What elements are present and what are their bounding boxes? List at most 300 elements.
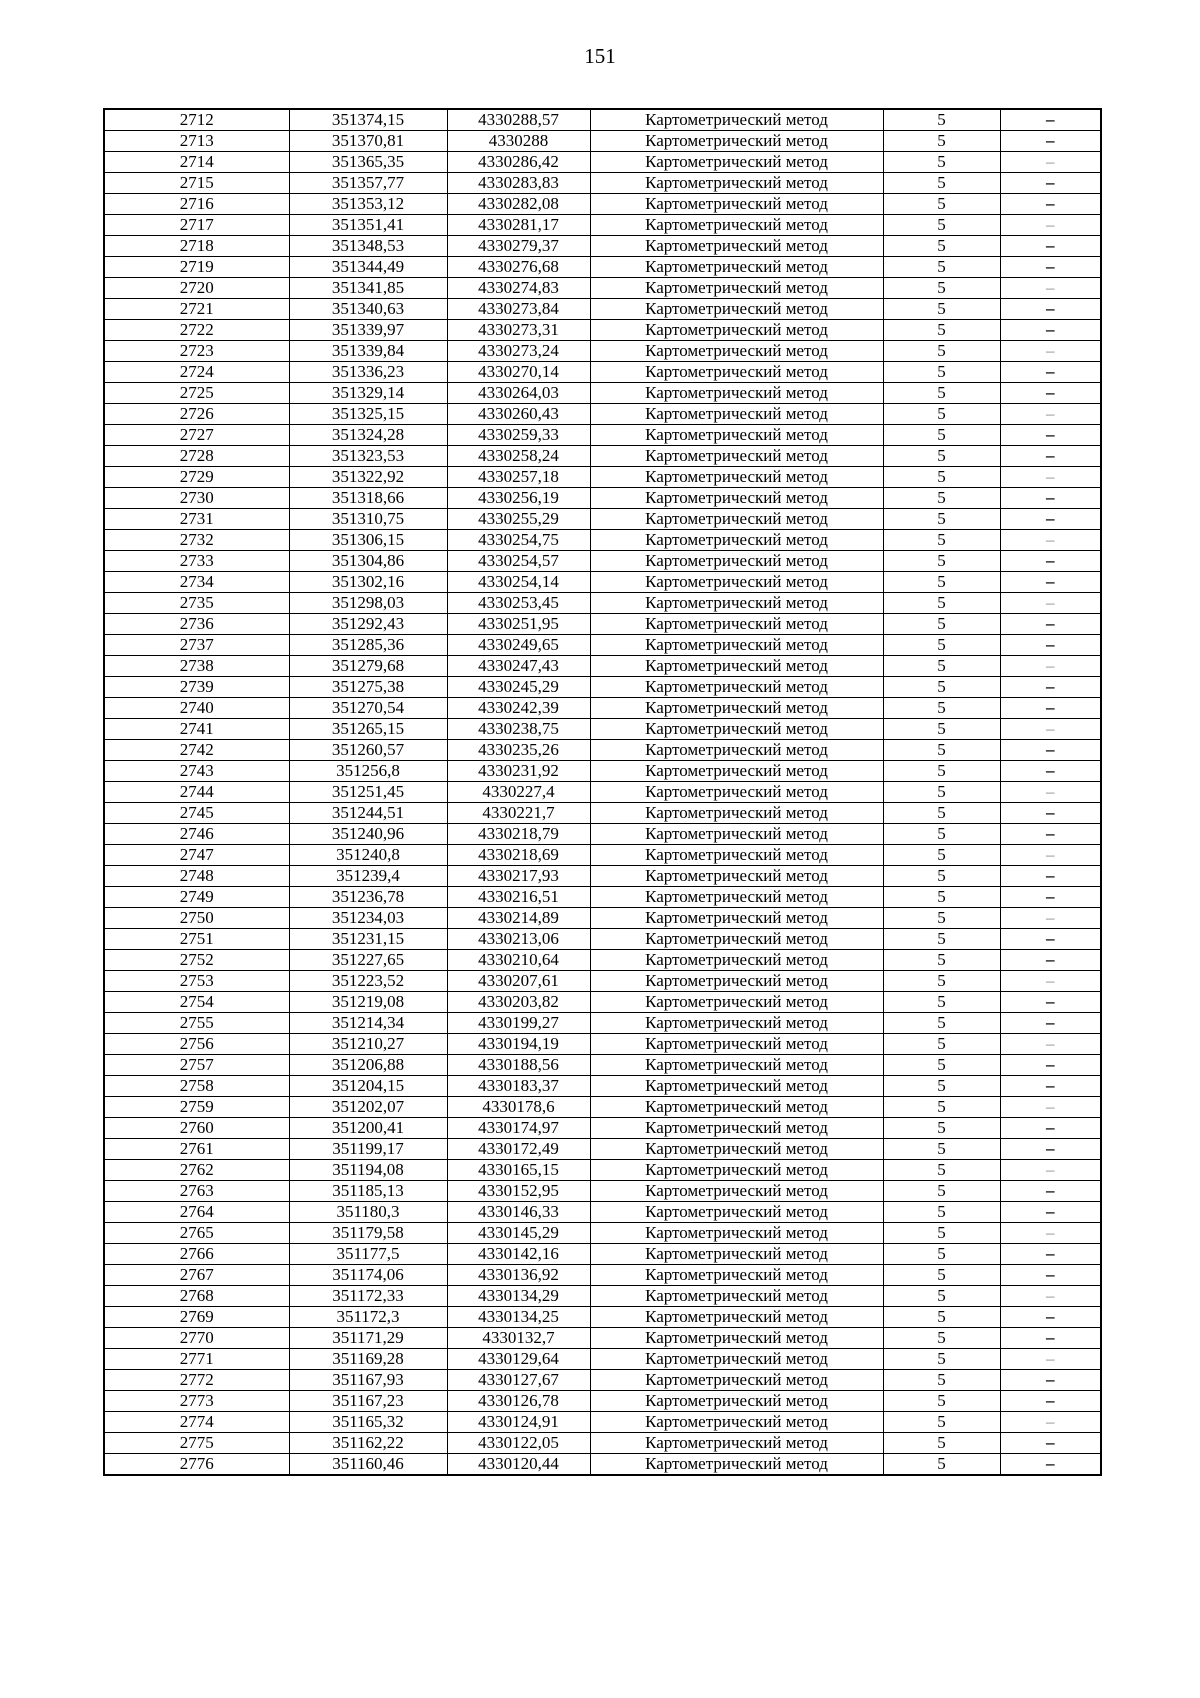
table-row	[104, 1412, 1101, 1433]
y-coordinate-cell: 4330276,68	[447, 257, 590, 278]
x-coordinate-cell: 351219,08	[289, 992, 447, 1013]
table-row	[104, 1223, 1101, 1244]
y-coordinate-cell: 4330165,15	[447, 1160, 590, 1181]
table-row	[104, 257, 1101, 278]
table-row	[104, 404, 1101, 425]
point-number-cell: 2719	[104, 257, 289, 278]
x-coordinate-cell: 351172,33	[289, 1286, 447, 1307]
x-coordinate-cell: 351322,92	[289, 467, 447, 488]
description-cell: –	[1000, 824, 1101, 845]
table-row	[104, 1181, 1101, 1202]
point-number-cell: 2738	[104, 656, 289, 677]
x-coordinate-cell: 351310,75	[289, 509, 447, 530]
point-number-cell: 2759	[104, 1097, 289, 1118]
accuracy-cell: 5	[883, 488, 1000, 509]
y-coordinate-cell: 4330286,42	[447, 152, 590, 173]
description-cell: –	[1000, 131, 1101, 152]
x-coordinate-cell: 351306,15	[289, 530, 447, 551]
point-number-cell: 2737	[104, 635, 289, 656]
table-row	[104, 215, 1101, 236]
description-cell: –	[1000, 1202, 1101, 1223]
accuracy-cell: 5	[883, 1139, 1000, 1160]
point-number-cell: 2756	[104, 1034, 289, 1055]
table-row	[104, 1013, 1101, 1034]
accuracy-cell: 5	[883, 362, 1000, 383]
x-coordinate-cell: 351174,06	[289, 1265, 447, 1286]
table-row	[104, 362, 1101, 383]
method-cell: Картометрический метод	[590, 131, 883, 152]
accuracy-cell: 5	[883, 1433, 1000, 1454]
description-cell: –	[1000, 215, 1101, 236]
point-number-cell: 2766	[104, 1244, 289, 1265]
method-cell: Картометрический метод	[590, 362, 883, 383]
method-cell: Картометрический метод	[590, 299, 883, 320]
point-number-cell: 2727	[104, 425, 289, 446]
y-coordinate-cell: 4330216,51	[447, 887, 590, 908]
y-coordinate-cell: 4330124,91	[447, 1412, 590, 1433]
point-number-cell: 2765	[104, 1223, 289, 1244]
y-coordinate-cell: 4330273,24	[447, 341, 590, 362]
method-cell: Картометрический метод	[590, 1202, 883, 1223]
point-number-cell: 2762	[104, 1160, 289, 1181]
method-cell: Картометрический метод	[590, 194, 883, 215]
accuracy-cell: 5	[883, 740, 1000, 761]
method-cell: Картометрический метод	[590, 278, 883, 299]
x-coordinate-cell: 351374,15	[289, 109, 447, 131]
accuracy-cell: 5	[883, 215, 1000, 236]
accuracy-cell: 5	[883, 278, 1000, 299]
method-cell: Картометрический метод	[590, 488, 883, 509]
table-row	[104, 446, 1101, 467]
point-number-cell: 2714	[104, 152, 289, 173]
description-cell: –	[1000, 1139, 1101, 1160]
accuracy-cell: 5	[883, 677, 1000, 698]
point-number-cell: 2776	[104, 1454, 289, 1476]
accuracy-cell: 5	[883, 614, 1000, 635]
description-cell: –	[1000, 1349, 1101, 1370]
point-number-cell: 2725	[104, 383, 289, 404]
y-coordinate-cell: 4330254,75	[447, 530, 590, 551]
description-cell: –	[1000, 152, 1101, 173]
x-coordinate-cell: 351341,85	[289, 278, 447, 299]
table-row	[104, 1286, 1101, 1307]
x-coordinate-cell: 351210,27	[289, 1034, 447, 1055]
method-cell: Картометрический метод	[590, 950, 883, 971]
y-coordinate-cell: 4330132,7	[447, 1328, 590, 1349]
description-cell: –	[1000, 488, 1101, 509]
point-number-cell: 2730	[104, 488, 289, 509]
description-cell: –	[1000, 1160, 1101, 1181]
accuracy-cell: 5	[883, 1223, 1000, 1244]
method-cell: Картометрический метод	[590, 257, 883, 278]
point-number-cell: 2739	[104, 677, 289, 698]
table-row	[104, 719, 1101, 740]
y-coordinate-cell: 4330136,92	[447, 1265, 590, 1286]
description-cell: –	[1000, 677, 1101, 698]
table-row	[104, 299, 1101, 320]
x-coordinate-cell: 351234,03	[289, 908, 447, 929]
method-cell: Картометрический метод	[590, 1160, 883, 1181]
x-coordinate-cell: 351292,43	[289, 614, 447, 635]
accuracy-cell: 5	[883, 404, 1000, 425]
description-cell: –	[1000, 1286, 1101, 1307]
description-cell: –	[1000, 593, 1101, 614]
description-cell: –	[1000, 929, 1101, 950]
x-coordinate-cell: 351199,17	[289, 1139, 447, 1160]
description-cell: –	[1000, 887, 1101, 908]
accuracy-cell: 5	[883, 257, 1000, 278]
y-coordinate-cell: 4330253,45	[447, 593, 590, 614]
table-row	[104, 677, 1101, 698]
accuracy-cell: 5	[883, 1118, 1000, 1139]
table-row	[104, 698, 1101, 719]
x-coordinate-cell: 351204,15	[289, 1076, 447, 1097]
point-number-cell: 2753	[104, 971, 289, 992]
accuracy-cell: 5	[883, 341, 1000, 362]
description-cell: –	[1000, 1223, 1101, 1244]
method-cell: Картометрический метод	[590, 509, 883, 530]
accuracy-cell: 5	[883, 1055, 1000, 1076]
method-cell: Картометрический метод	[590, 1265, 883, 1286]
x-coordinate-cell: 351329,14	[289, 383, 447, 404]
x-coordinate-cell: 351324,28	[289, 425, 447, 446]
x-coordinate-cell: 351339,84	[289, 341, 447, 362]
method-cell: Картометрический метод	[590, 1391, 883, 1412]
accuracy-cell: 5	[883, 971, 1000, 992]
x-coordinate-cell: 351180,3	[289, 1202, 447, 1223]
description-cell: –	[1000, 1307, 1101, 1328]
method-cell: Картометрический метод	[590, 1223, 883, 1244]
description-cell: –	[1000, 236, 1101, 257]
y-coordinate-cell: 4330188,56	[447, 1055, 590, 1076]
point-number-cell: 2761	[104, 1139, 289, 1160]
method-cell: Картометрический метод	[590, 845, 883, 866]
description-cell: –	[1000, 299, 1101, 320]
method-cell: Картометрический метод	[590, 425, 883, 446]
description-cell: –	[1000, 950, 1101, 971]
y-coordinate-cell: 4330254,14	[447, 572, 590, 593]
x-coordinate-cell: 351279,68	[289, 656, 447, 677]
page-number: 151	[584, 44, 616, 68]
table-row	[104, 152, 1101, 173]
accuracy-cell: 5	[883, 1454, 1000, 1476]
accuracy-cell: 5	[883, 782, 1000, 803]
table-row	[104, 1328, 1101, 1349]
x-coordinate-cell: 351240,8	[289, 845, 447, 866]
x-coordinate-cell: 351239,4	[289, 866, 447, 887]
y-coordinate-cell: 4330218,79	[447, 824, 590, 845]
y-coordinate-cell: 4330152,95	[447, 1181, 590, 1202]
method-cell: Картометрический метод	[590, 698, 883, 719]
y-coordinate-cell: 4330245,29	[447, 677, 590, 698]
description-cell: –	[1000, 572, 1101, 593]
x-coordinate-cell: 351270,54	[289, 698, 447, 719]
description-cell: –	[1000, 194, 1101, 215]
method-cell: Картометрический метод	[590, 152, 883, 173]
accuracy-cell: 5	[883, 1391, 1000, 1412]
accuracy-cell: 5	[883, 593, 1000, 614]
y-coordinate-cell: 4330238,75	[447, 719, 590, 740]
y-coordinate-cell: 4330288,57	[447, 109, 590, 131]
table-row	[104, 194, 1101, 215]
accuracy-cell: 5	[883, 236, 1000, 257]
x-coordinate-cell: 351251,45	[289, 782, 447, 803]
method-cell: Картометрический метод	[590, 1097, 883, 1118]
table-row	[104, 1076, 1101, 1097]
y-coordinate-cell: 4330178,6	[447, 1097, 590, 1118]
point-number-cell: 2741	[104, 719, 289, 740]
x-coordinate-cell: 351353,12	[289, 194, 447, 215]
point-number-cell: 2754	[104, 992, 289, 1013]
method-cell: Картометрический метод	[590, 677, 883, 698]
y-coordinate-cell: 4330210,64	[447, 950, 590, 971]
y-coordinate-cell: 4330242,39	[447, 698, 590, 719]
table-row	[104, 1349, 1101, 1370]
x-coordinate-cell: 351344,49	[289, 257, 447, 278]
description-cell: –	[1000, 740, 1101, 761]
accuracy-cell: 5	[883, 929, 1000, 950]
y-coordinate-cell: 4330194,19	[447, 1034, 590, 1055]
point-number-cell: 2773	[104, 1391, 289, 1412]
point-number-cell: 2755	[104, 1013, 289, 1034]
point-number-cell: 2767	[104, 1265, 289, 1286]
y-coordinate-cell: 4330146,33	[447, 1202, 590, 1223]
accuracy-cell: 5	[883, 1349, 1000, 1370]
table-row	[104, 1118, 1101, 1139]
table-row	[104, 782, 1101, 803]
table-row	[104, 740, 1101, 761]
method-cell: Картометрический метод	[590, 635, 883, 656]
y-coordinate-cell: 4330255,29	[447, 509, 590, 530]
y-coordinate-cell: 4330257,18	[447, 467, 590, 488]
y-coordinate-cell: 4330231,92	[447, 761, 590, 782]
description-cell: –	[1000, 530, 1101, 551]
table-row	[104, 1055, 1101, 1076]
point-number-cell: 2742	[104, 740, 289, 761]
table-row	[104, 1370, 1101, 1391]
table-row	[104, 1265, 1101, 1286]
method-cell: Картометрический метод	[590, 1349, 883, 1370]
point-number-cell: 2746	[104, 824, 289, 845]
table-row	[104, 614, 1101, 635]
point-number-cell: 2726	[104, 404, 289, 425]
x-coordinate-cell: 351167,23	[289, 1391, 447, 1412]
point-number-cell: 2717	[104, 215, 289, 236]
point-number-cell: 2740	[104, 698, 289, 719]
description-cell: –	[1000, 1118, 1101, 1139]
table-row	[104, 109, 1101, 131]
accuracy-cell: 5	[883, 1307, 1000, 1328]
accuracy-cell: 5	[883, 761, 1000, 782]
description-cell: –	[1000, 971, 1101, 992]
accuracy-cell: 5	[883, 467, 1000, 488]
method-cell: Картометрический метод	[590, 1139, 883, 1160]
y-coordinate-cell: 4330145,29	[447, 1223, 590, 1244]
description-cell: –	[1000, 866, 1101, 887]
accuracy-cell: 5	[883, 866, 1000, 887]
method-cell: Картометрический метод	[590, 1328, 883, 1349]
x-coordinate-cell: 351260,57	[289, 740, 447, 761]
y-coordinate-cell: 4330134,29	[447, 1286, 590, 1307]
method-cell: Картометрический метод	[590, 446, 883, 467]
accuracy-cell: 5	[883, 1160, 1000, 1181]
point-number-cell: 2733	[104, 551, 289, 572]
point-number-cell: 2772	[104, 1370, 289, 1391]
table-row	[104, 425, 1101, 446]
method-cell: Картометрический метод	[590, 467, 883, 488]
method-cell: Картометрический метод	[590, 1181, 883, 1202]
table-row	[104, 1433, 1101, 1454]
method-cell: Картометрический метод	[590, 1454, 883, 1476]
point-number-cell: 2722	[104, 320, 289, 341]
point-number-cell: 2758	[104, 1076, 289, 1097]
y-coordinate-cell: 4330172,49	[447, 1139, 590, 1160]
accuracy-cell: 5	[883, 1076, 1000, 1097]
accuracy-cell: 5	[883, 698, 1000, 719]
table-row	[104, 593, 1101, 614]
table-row	[104, 551, 1101, 572]
description-cell: –	[1000, 845, 1101, 866]
method-cell: Картометрический метод	[590, 236, 883, 257]
table-row	[104, 278, 1101, 299]
method-cell: Картометрический метод	[590, 929, 883, 950]
method-cell: Картометрический метод	[590, 824, 883, 845]
table-row	[104, 992, 1101, 1013]
method-cell: Картометрический метод	[590, 109, 883, 131]
description-cell: –	[1000, 1412, 1101, 1433]
x-coordinate-cell: 351370,81	[289, 131, 447, 152]
x-coordinate-cell: 351179,58	[289, 1223, 447, 1244]
table-row	[104, 1202, 1101, 1223]
table-row	[104, 929, 1101, 950]
point-number-cell: 2770	[104, 1328, 289, 1349]
description-cell: –	[1000, 1370, 1101, 1391]
accuracy-cell: 5	[883, 803, 1000, 824]
x-coordinate-cell: 351256,8	[289, 761, 447, 782]
x-coordinate-cell: 351214,34	[289, 1013, 447, 1034]
point-number-cell: 2728	[104, 446, 289, 467]
x-coordinate-cell: 351339,97	[289, 320, 447, 341]
table-row	[104, 656, 1101, 677]
x-coordinate-cell: 351265,15	[289, 719, 447, 740]
table-row	[104, 1160, 1101, 1181]
x-coordinate-cell: 351304,86	[289, 551, 447, 572]
x-coordinate-cell: 351223,52	[289, 971, 447, 992]
y-coordinate-cell: 4330183,37	[447, 1076, 590, 1097]
point-number-cell: 2736	[104, 614, 289, 635]
table-row	[104, 131, 1101, 152]
point-number-cell: 2718	[104, 236, 289, 257]
table-row	[104, 866, 1101, 887]
description-cell: –	[1000, 341, 1101, 362]
point-number-cell: 2721	[104, 299, 289, 320]
y-coordinate-cell: 4330249,65	[447, 635, 590, 656]
accuracy-cell: 5	[883, 845, 1000, 866]
table-row	[104, 467, 1101, 488]
point-number-cell: 2774	[104, 1412, 289, 1433]
point-number-cell: 2744	[104, 782, 289, 803]
point-number-cell: 2713	[104, 131, 289, 152]
accuracy-cell: 5	[883, 1370, 1000, 1391]
accuracy-cell: 5	[883, 1328, 1000, 1349]
method-cell: Картометрический метод	[590, 383, 883, 404]
method-cell: Картометрический метод	[590, 761, 883, 782]
point-number-cell: 2775	[104, 1433, 289, 1454]
description-cell: –	[1000, 1097, 1101, 1118]
y-coordinate-cell: 4330126,78	[447, 1391, 590, 1412]
y-coordinate-cell: 4330258,24	[447, 446, 590, 467]
point-number-cell: 2764	[104, 1202, 289, 1223]
accuracy-cell: 5	[883, 656, 1000, 677]
description-cell: –	[1000, 1391, 1101, 1412]
accuracy-cell: 5	[883, 551, 1000, 572]
description-cell: –	[1000, 1181, 1101, 1202]
point-number-cell: 2751	[104, 929, 289, 950]
method-cell: Картометрический метод	[590, 173, 883, 194]
accuracy-cell: 5	[883, 383, 1000, 404]
y-coordinate-cell: 4330264,03	[447, 383, 590, 404]
accuracy-cell: 5	[883, 194, 1000, 215]
method-cell: Картометрический метод	[590, 1433, 883, 1454]
description-cell: –	[1000, 1265, 1101, 1286]
description-cell: –	[1000, 1013, 1101, 1034]
description-cell: –	[1000, 320, 1101, 341]
point-number-cell: 2750	[104, 908, 289, 929]
description-cell: –	[1000, 635, 1101, 656]
y-coordinate-cell: 4330214,89	[447, 908, 590, 929]
accuracy-cell: 5	[883, 1181, 1000, 1202]
method-cell: Картометрический метод	[590, 551, 883, 572]
accuracy-cell: 5	[883, 1202, 1000, 1223]
x-coordinate-cell: 351227,65	[289, 950, 447, 971]
y-coordinate-cell: 4330259,33	[447, 425, 590, 446]
x-coordinate-cell: 351172,3	[289, 1307, 447, 1328]
table-row	[104, 383, 1101, 404]
x-coordinate-cell: 351200,41	[289, 1118, 447, 1139]
table-row	[104, 761, 1101, 782]
description-cell: –	[1000, 362, 1101, 383]
table-row	[104, 887, 1101, 908]
method-cell: Картометрический метод	[590, 341, 883, 362]
method-cell: Картометрический метод	[590, 908, 883, 929]
x-coordinate-cell: 351340,63	[289, 299, 447, 320]
table-row	[104, 236, 1101, 257]
y-coordinate-cell: 4330217,93	[447, 866, 590, 887]
description-cell: –	[1000, 1454, 1101, 1476]
x-coordinate-cell: 351357,77	[289, 173, 447, 194]
accuracy-cell: 5	[883, 425, 1000, 446]
description-cell: –	[1000, 404, 1101, 425]
description-cell: –	[1000, 109, 1101, 131]
point-number-cell: 2715	[104, 173, 289, 194]
description-cell: –	[1000, 1328, 1101, 1349]
y-coordinate-cell: 4330281,17	[447, 215, 590, 236]
x-coordinate-cell: 351162,22	[289, 1433, 447, 1454]
table-row	[104, 1034, 1101, 1055]
description-cell: –	[1000, 467, 1101, 488]
point-number-cell: 2712	[104, 109, 289, 131]
y-coordinate-cell: 4330256,19	[447, 488, 590, 509]
method-cell: Картометрический метод	[590, 530, 883, 551]
point-number-cell: 2747	[104, 845, 289, 866]
table-row	[104, 173, 1101, 194]
accuracy-cell: 5	[883, 1244, 1000, 1265]
description-cell: –	[1000, 257, 1101, 278]
description-cell: –	[1000, 698, 1101, 719]
y-coordinate-cell: 4330288	[447, 131, 590, 152]
x-coordinate-cell: 351171,29	[289, 1328, 447, 1349]
point-number-cell: 2768	[104, 1286, 289, 1307]
